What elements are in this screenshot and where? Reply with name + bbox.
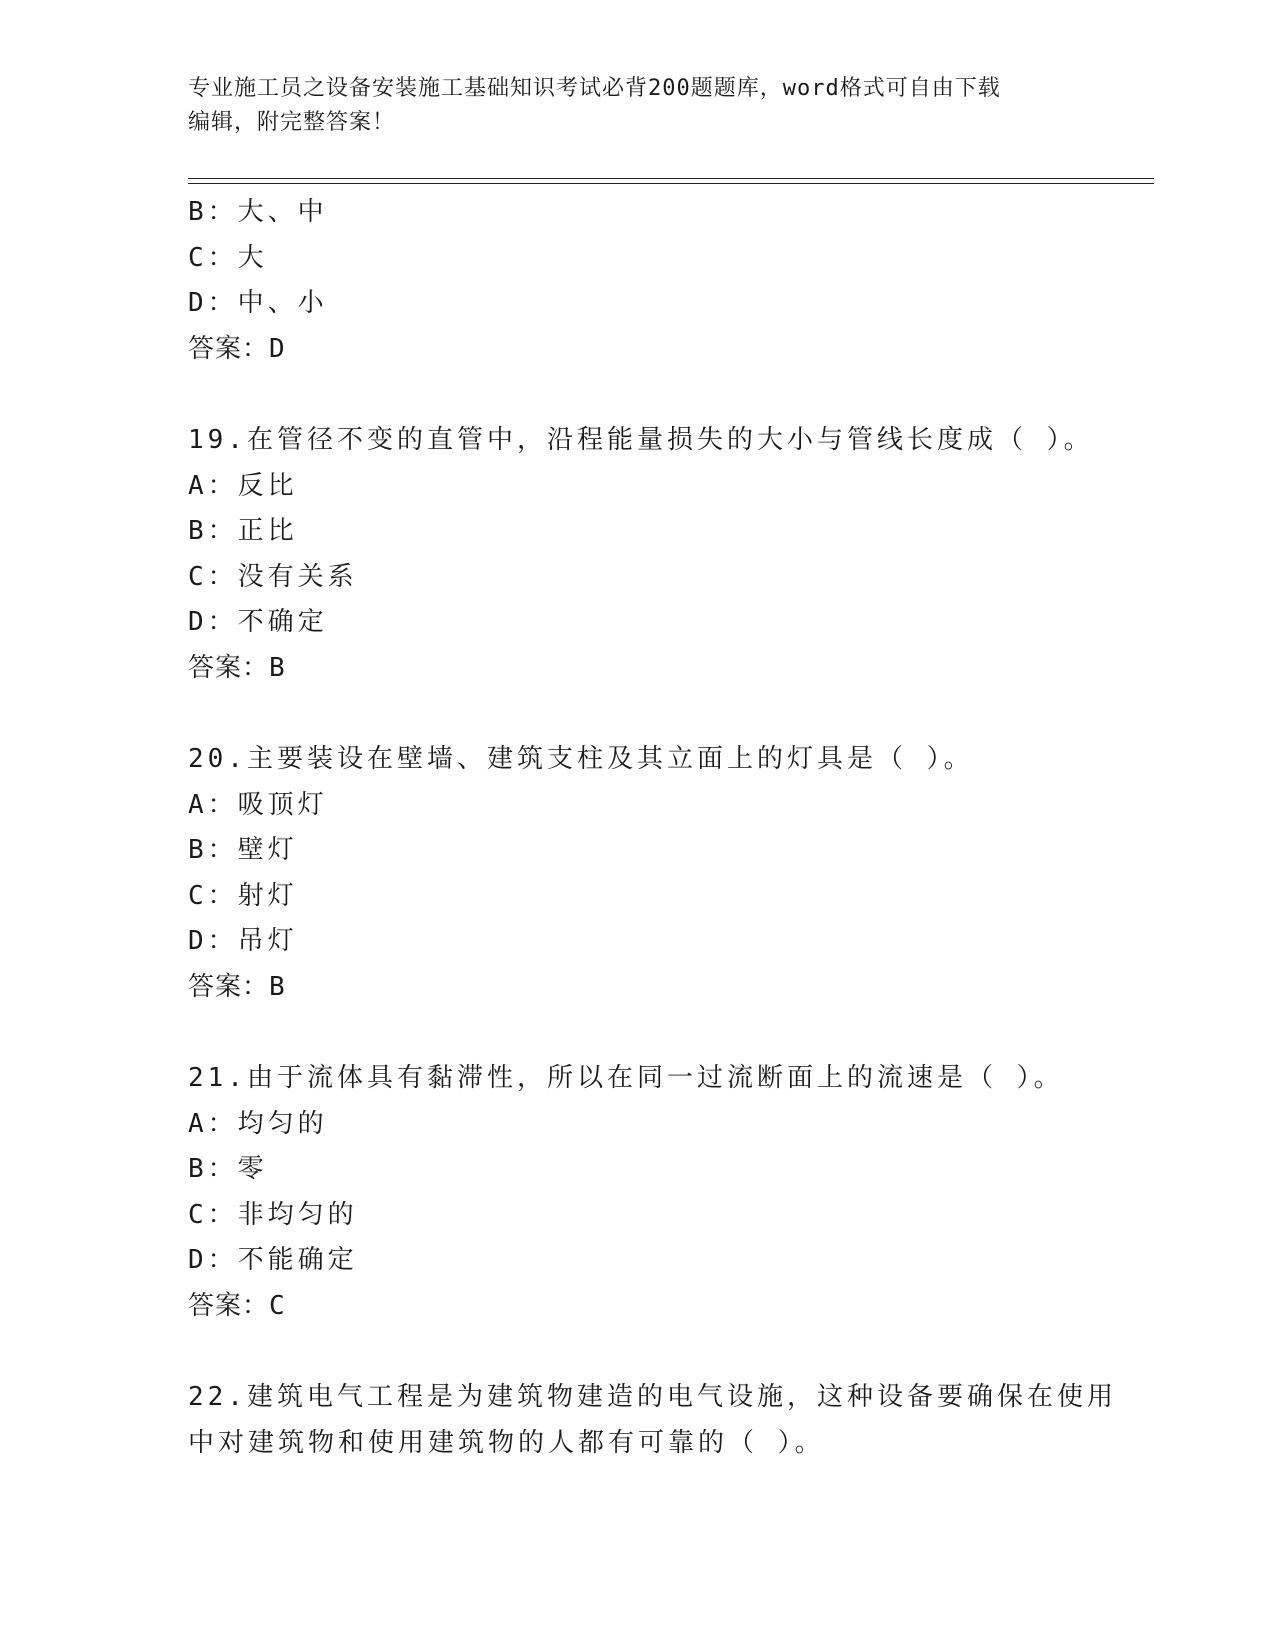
option-d: D：不确定 (188, 607, 328, 637)
answer: 答案：B (188, 971, 286, 1002)
option-d: D：中、小 (188, 288, 328, 318)
question-text: 21.由于流体具有黏滞性，所以在同一过流断面上的流速是（ ）。 (188, 1063, 1064, 1093)
option-a: A：吸顶灯 (188, 789, 328, 820)
option-c: C：非均匀的 (188, 1199, 358, 1230)
option-b: B：正比 (188, 516, 298, 546)
option-b: B：零 (188, 1154, 268, 1184)
question-text-line-2: 中对建筑物和使用建筑物的人都有可靠的（ ）。 (188, 1427, 825, 1458)
document-header (188, 72, 1088, 140)
question-list (188, 190, 1117, 1466)
option-d: D：不能确定 (188, 1245, 358, 1275)
option-c: C：射灯 (188, 880, 298, 911)
answer: 答案：C (188, 1290, 286, 1321)
question-19 (188, 418, 1094, 691)
answer: 答案：D (188, 333, 286, 364)
question-text-line-1: 22.建筑电气工程是为建筑物建造的电气设施，这种设备要确保在使用 (188, 1382, 1117, 1412)
question-text: 20.主要装设在壁墙、建筑支柱及其立面上的灯具是（ ）。 (188, 744, 974, 774)
option-c: C：大 (188, 242, 268, 273)
answer: 答案：B (188, 652, 286, 683)
question-20 (188, 737, 1088, 1010)
option-a: A：均匀的 (188, 1108, 328, 1139)
question-22 (188, 1375, 1117, 1466)
header-title-line-2: 编辑，附完整答案！ (188, 110, 396, 135)
option-c: C：没有关系 (188, 561, 358, 592)
header-divider-bottom (188, 183, 1154, 184)
option-a: A：反比 (188, 470, 298, 501)
header-title-line-1: 专业施工员之设备安装施工基础知识考试必背200题题库，word格式可自由下载 (188, 76, 1001, 101)
question-21 (188, 1056, 1088, 1329)
header-divider-top (188, 178, 1154, 179)
carry-over-question (188, 190, 1088, 372)
option-d: D：吊灯 (188, 926, 298, 956)
option-b: B：壁灯 (188, 835, 298, 865)
question-text: 19.在管径不变的直管中，沿程能量损失的大小与管线长度成（ ）。 (188, 425, 1094, 455)
option-b: B：大、中 (188, 197, 328, 227)
